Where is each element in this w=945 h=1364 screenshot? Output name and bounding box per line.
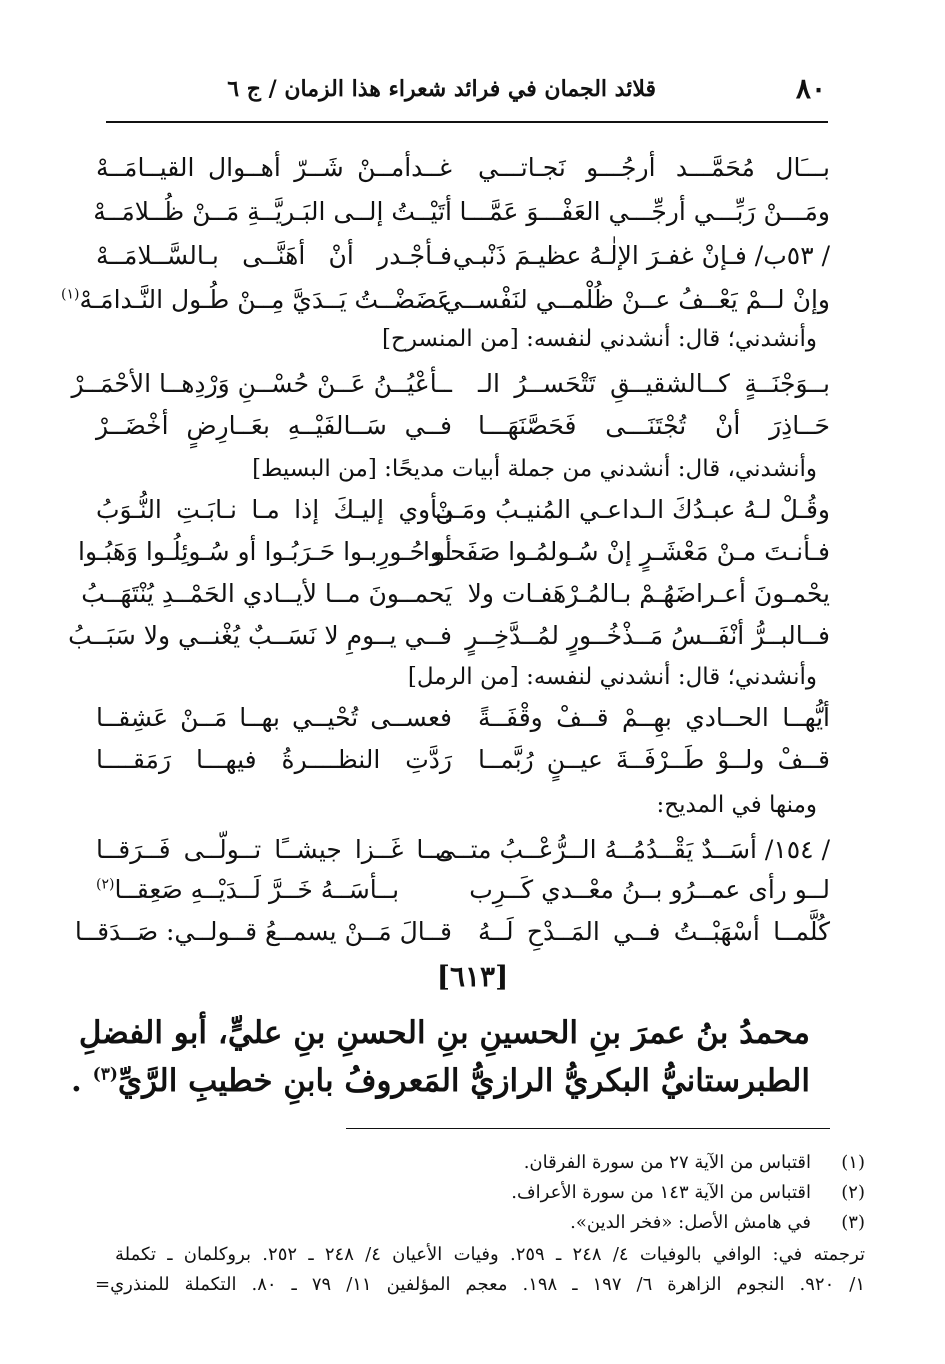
verse-right-hemistich: لــو رأى عمــرُو بــنُ معْــدي كَــرِب	[469, 875, 830, 904]
entry-heading-line-2	[71, 1056, 810, 1106]
section-intro: ومنها في المديح:	[656, 792, 817, 818]
verse-line	[93, 190, 830, 234]
verse-right-hemistich: قــفْ ولــوْ طَــرْفَــةَ عيــنٍ رُبَّمــا	[478, 745, 830, 774]
verse-line	[96, 868, 830, 912]
verse-line	[81, 572, 830, 616]
footnote	[95, 1150, 865, 1176]
verse-line	[96, 404, 830, 448]
verse-line	[68, 614, 830, 658]
source-line: ترجمته في: الوافي بالوفيات ٤/ ٢٤٨ ـ ٢٥٩. وفيات الأعيان ٤/ ٢٤٨ ـ ٢٥٢. بروكلمان ـ تكملة	[115, 1244, 866, 1265]
footnote	[95, 1180, 865, 1206]
verse-line	[78, 530, 830, 574]
verse-line	[96, 738, 830, 782]
footnote-number: (٢)	[841, 1182, 865, 1203]
footnote-rule	[346, 1128, 830, 1129]
verse-left-hemistich: فــي يــومِ لا نَسَــبٌ يُغْنــي ولا سَبَــبُ	[68, 621, 452, 650]
verse-right-hemistich: / ٥٣ب/ فـإنْ غفـرَ الإلٰـهُ عظيـمَ ذَنْبـي	[452, 241, 830, 270]
verse-right-hemistich: كُلَّمــا أسْهَبْــتُ فــي المَــدْحِ لَــهُ	[478, 917, 830, 946]
verse-line	[71, 362, 830, 406]
verse-right-hemistich: بـــَال مُحَمَّـــد أرجُـــو نَجـاتـــي	[478, 153, 830, 182]
verse-right-hemistich: أيُّهــا الحــادي بهِــمْ قــفْ وقْفَــةً	[478, 703, 830, 732]
footnote-marker: (١)	[60, 286, 80, 303]
footnote-text: في هامش الأصل: «فخر الدين».	[570, 1212, 811, 1233]
verse-right-hemistich: وإنْ لــمْ يَعْــفُ عــنْ ظُلْمــي لنَفْســي	[442, 285, 830, 314]
verse-left-hemistich: يـأوي إليـكَ إذا مـا نـابَـتِ النُّـوَبُ	[96, 495, 452, 524]
footnote-number: (١)	[841, 1152, 865, 1173]
footnote-marker: (٣)	[92, 1064, 118, 1085]
page-header	[106, 72, 826, 112]
verse-left-hemistich: مــا غَــزا جيشــًا تــولّــى فَــرَقــا	[96, 835, 452, 864]
verse-right-hemistich: وقُـلْ لـهُ عبـدُكَ الـداعـي المُنيـبُ ومَـنْ	[435, 495, 830, 524]
footnote-number: (٣)	[841, 1212, 865, 1233]
verse-left-hemistich: قــالَ مَــنْ يسمــعُ قــولــي: صَــدَقــا	[74, 917, 452, 946]
entry-end-mark: .	[71, 1063, 82, 1099]
verse-left-hemistich: أو حُـورِبـوا حَـرَبُـوا أو سُـوئِلُـوا وَهَبُـوا	[78, 537, 452, 566]
verse-left-hemistich: ــأعْيُــنُ عَــنْ حُسْــنِ وَرْدِهــا الأحْمَــرْ	[71, 369, 452, 398]
running-title: قلائد الجمان في فرائد شعراء هذا الزمان / ج ٦	[227, 76, 656, 102]
verse-right-hemistich: / ١٥٤/ أسَــدٌ يَقْــدُمُــهُ الــرُّعْــبُ متــى	[435, 835, 830, 864]
verse-left-hemistich	[96, 868, 452, 912]
entry-name: الطبرستانيُّ البكريُّ الرازيُّ المَعروفُ بابنِ خطيبِ الرَّيِّ	[117, 1063, 810, 1099]
footnote	[95, 1210, 865, 1236]
verse-line	[96, 696, 830, 740]
verse-right-hemistich: حَــاذِرَ أنْ تُجْتَنَـــى فَحَصَّنَهَـــا	[478, 411, 830, 440]
verse-line	[96, 488, 830, 532]
entry-number: [٦١٣]	[436, 960, 509, 993]
entry-heading-line-1: محمدُ بنُ عمرَ بنِ الحسينِ بنِ الحسنِ بنِ عليٍّ، أبو الفضلِ	[78, 1015, 810, 1051]
section-intro: وأنشدني؛ قال: أنشدني لنفسه: [من المنسرح]	[382, 326, 817, 352]
verse-line	[60, 278, 830, 322]
verse-left-hemistich: فــي سَــالفَيْــهِ بعَــارِضٍ أخْضَــرْ	[96, 411, 452, 440]
footnote-text: اقتباس من الآية ٢٧ من سورة الفرقان.	[523, 1152, 811, 1173]
verse-right-hemistich: يحْمـونَ أعـراضَهُـمْ بـالمُـرْهَفـات ولا	[467, 579, 830, 608]
verse-text: عَضَضْــتُ يَــدَيَّ مِــنْ طُـول النَّـدامَـهْ	[79, 285, 452, 314]
verse-left-hemistich: فعســى تُحْيــي بهــا مَــنْ عَشِقــا	[96, 703, 452, 732]
verse-line	[96, 146, 830, 190]
verse-line	[96, 828, 830, 872]
footnote-text: اقتباس من الآية ١٤٣ من سورة الأعراف.	[511, 1182, 811, 1203]
verse-left-hemistich	[60, 278, 452, 322]
verse-left-hemistich: أتَيْــتُ إلــى البَـريَّــةِ مَــنْ ظُــلامَــهْ	[93, 197, 452, 226]
source-line: ١/ ٩٢٠. النجوم الزاهرة ٦/ ١٩٧ ـ ١٩٨. معجم المؤلفين ١١/ ٧٩ ـ ٨٠. التكملة للمنذري=	[95, 1274, 866, 1295]
verse-right-hemistich: فــالبــرُّ أنْفَــسُ مَــذْخُــورٍ لمُــدَّخِــرٍ	[465, 621, 830, 650]
verse-left-hemistich: فـأجْـدر أنْ أهَنَّــى بـالسَّــلامَــهْ	[96, 241, 452, 270]
section-intro: وأنشدني، قال: أنشدني من جملة أبيات مديحًا: [من البسيط]	[252, 456, 817, 482]
verse-line	[96, 234, 830, 278]
verse-line	[74, 910, 830, 954]
verse-left-hemistich: رَدَّتِ النظــــرةُ فيهـــا رَمَقــــا	[96, 745, 452, 774]
verse-right-hemistich: بــوَجْنَــةٍ كــالشقيــقِ تَتْحَســرُ الـ	[478, 369, 830, 398]
verse-right-hemistich: ومَـــنْ رَبِّـــي أرجِّـــي العَفْـــوَ عَمَّـــا	[459, 197, 830, 226]
header-rule	[106, 121, 828, 123]
verse-right-hemistich: فـأنـتَ مـنْ مَعْشَـرٍ إنْ سُـولمُـوا صَفَحـوا	[422, 537, 830, 566]
verse-left-hemistich: غــدأمــنْ شَــرّ أهــوال القيــامَــهْ	[96, 153, 452, 182]
footnote-marker: (٢)	[96, 876, 115, 893]
section-intro: وأنشدني؛ قال: أنشدني لنفسه: [من الرمل]	[407, 664, 817, 690]
page-number: ٨٠	[795, 72, 826, 105]
verse-text: بــأسَــهُ خَــرَّ لَــدَيْــهِ صَعِقــا	[114, 875, 400, 904]
verse-left-hemistich: يَحمــونَ مــا لأيــادي الحَمْــدِ يُنْتَهَــبُ	[81, 579, 452, 608]
